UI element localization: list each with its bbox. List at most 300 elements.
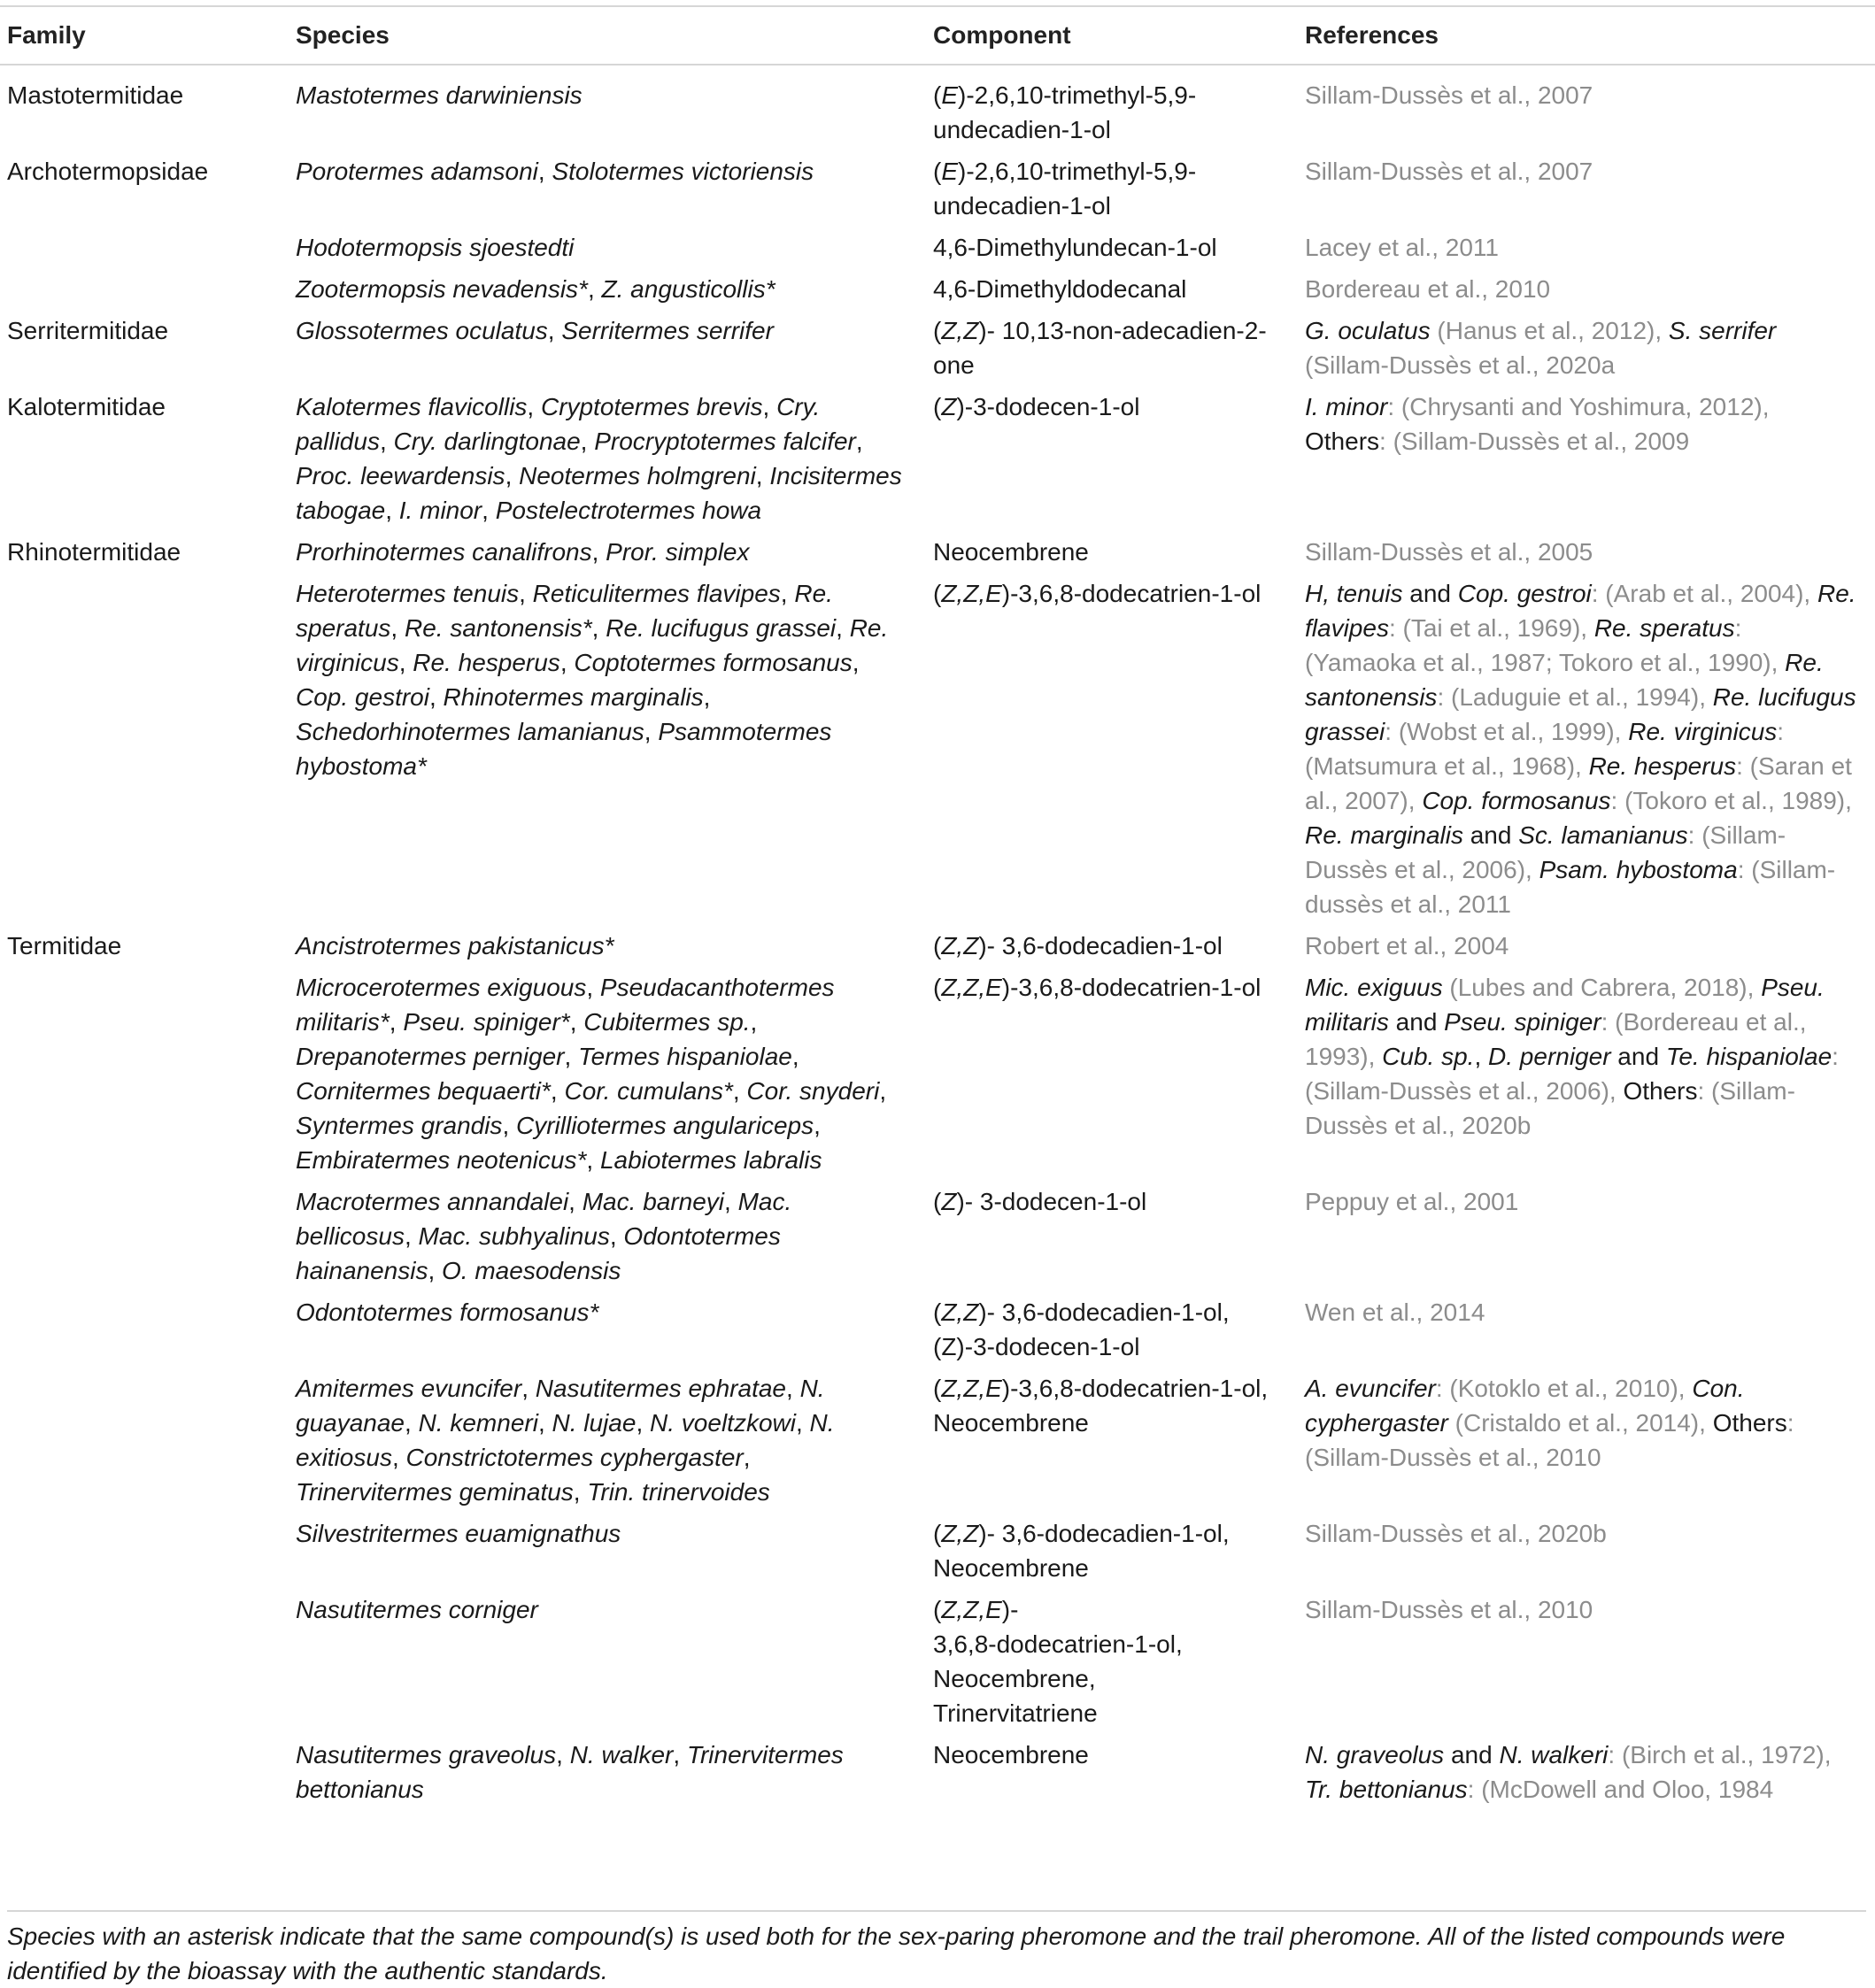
text-run: , bbox=[527, 393, 541, 420]
text-run: Microcerotermes exiguous bbox=[296, 974, 587, 1001]
text-run: Z,Z,E bbox=[941, 1596, 1002, 1623]
text-run: Neocembrene bbox=[933, 1741, 1089, 1768]
references-cell bbox=[1298, 150, 1875, 227]
species-cell bbox=[289, 268, 926, 310]
text-run: , bbox=[879, 1077, 887, 1105]
text-run: , bbox=[537, 1409, 552, 1437]
text-run: Reticulitermes flavipes bbox=[532, 580, 781, 607]
text-run: ( bbox=[933, 81, 942, 109]
text-run: : (Tokoro et al., 1989), bbox=[1610, 787, 1852, 814]
text-run: Embiratermes neotenicus* bbox=[296, 1146, 587, 1174]
text-run: Constrictotermes cyphergaster bbox=[405, 1444, 744, 1471]
text-run: E bbox=[941, 81, 959, 109]
family-cell: Archotermopsidae bbox=[7, 158, 209, 185]
text-run: Nasutitermes graveolus bbox=[296, 1741, 557, 1768]
text-run: Z,Z,E bbox=[941, 580, 1002, 607]
text-run: Stolotermes victoriensis bbox=[552, 158, 814, 185]
text-run: , bbox=[755, 462, 770, 489]
table-row bbox=[0, 967, 1875, 1181]
text-run: , bbox=[1474, 1043, 1489, 1070]
species-cell bbox=[289, 1513, 926, 1589]
component-cell bbox=[926, 967, 1298, 1181]
text-run: Cop. formosanus bbox=[1422, 787, 1611, 814]
text-run: Trinervitermes geminatus bbox=[296, 1478, 574, 1506]
text-run: , bbox=[852, 649, 860, 676]
text-run: Cop. gestroi bbox=[1457, 580, 1592, 607]
text-run: Z,Z bbox=[941, 1520, 979, 1547]
text-run: Neotermes holmgreni bbox=[519, 462, 756, 489]
text-run: Peppuy et al., 2001 bbox=[1305, 1188, 1519, 1215]
text-run: (Cristaldo et al., 2014), bbox=[1447, 1409, 1713, 1437]
text-run: : (Sillam-dussès et al., 2011 bbox=[1305, 856, 1836, 918]
text-run: , bbox=[724, 1188, 738, 1215]
text-run: , bbox=[591, 538, 606, 566]
text-run: Sc. lamanianus bbox=[1518, 821, 1688, 849]
text-run: , bbox=[547, 317, 562, 344]
text-run: : (McDowell and Oloo, 1984 bbox=[1467, 1776, 1774, 1803]
text-run: Pseu. militaris bbox=[1305, 974, 1825, 1036]
text-run: , bbox=[428, 1257, 443, 1284]
table-row bbox=[0, 1291, 1875, 1368]
text-run: , bbox=[644, 718, 659, 745]
text-run: ( bbox=[933, 1188, 942, 1215]
text-run: and bbox=[1462, 821, 1519, 849]
species-cell bbox=[289, 227, 926, 268]
references-cell bbox=[1298, 573, 1875, 925]
component-cell bbox=[926, 531, 1298, 573]
text-run: Kalotermes flavicollis bbox=[296, 393, 528, 420]
text-run: ( bbox=[933, 974, 942, 1001]
text-run: ( bbox=[933, 1298, 942, 1326]
family-cell bbox=[0, 227, 289, 268]
species-cell bbox=[289, 967, 926, 1181]
text-run: and bbox=[1402, 580, 1458, 607]
text-run: Z,Z bbox=[941, 932, 979, 959]
text-run: , bbox=[568, 1188, 583, 1215]
table-row bbox=[0, 310, 1875, 386]
text-run: ( bbox=[933, 317, 942, 344]
text-run: Schedorhinotermes lamanianus bbox=[296, 718, 644, 745]
table-row bbox=[0, 1589, 1875, 1734]
table-row bbox=[0, 65, 1875, 150]
text-run: G. oculatus bbox=[1305, 317, 1431, 344]
text-run: S. serrifer bbox=[1668, 317, 1777, 344]
text-run: Rhinotermes marginalis bbox=[443, 683, 704, 711]
text-run: N. walker bbox=[569, 1741, 674, 1768]
text-run: )-3,6,8-dodecatrien-1-ol, bbox=[1001, 1375, 1269, 1402]
text-run: Labiotermes labralis bbox=[599, 1146, 822, 1174]
text-run: , bbox=[398, 649, 413, 676]
text-run: )-3,6,8-dodecatrien-1-ol bbox=[1001, 974, 1262, 1001]
text-run: 4,6-Dimethylundecan-1-ol bbox=[933, 234, 1217, 261]
references-cell bbox=[1298, 1513, 1875, 1589]
text-run: Heterotermes tenuis bbox=[296, 580, 520, 607]
text-run: Trin. trinervoides bbox=[587, 1478, 770, 1506]
references-cell bbox=[1298, 268, 1875, 310]
text-run: Incisitermes tabogae bbox=[296, 462, 902, 524]
text-run: , bbox=[559, 649, 575, 676]
text-run: , bbox=[573, 1478, 588, 1506]
text-run: : (Tai et al., 1969), bbox=[1388, 614, 1594, 642]
text-run: Robert et al., 2004 bbox=[1305, 932, 1509, 959]
family-cell: Termitidae bbox=[7, 932, 122, 959]
text-run: Cor. cumulans* bbox=[564, 1077, 733, 1105]
text-run: Prorhinotermes canalifrons bbox=[296, 538, 592, 566]
text-run: Re. speratus bbox=[1593, 614, 1735, 642]
component-cell bbox=[926, 310, 1298, 386]
text-run: ( bbox=[933, 1375, 942, 1402]
text-run: A. evuncifer bbox=[1305, 1375, 1436, 1402]
text-run: Neocembrene bbox=[933, 1554, 1089, 1582]
text-run: , bbox=[428, 683, 444, 711]
table-header bbox=[0, 6, 1875, 65]
text-run: )- 10,13-non-adecadien-2-one bbox=[933, 317, 1267, 379]
text-run: Silvestritermes euamignathus bbox=[296, 1520, 621, 1547]
table-row bbox=[0, 150, 1875, 227]
references-cell bbox=[1298, 227, 1875, 268]
text-run: Pseudacanthotermes militaris* bbox=[296, 974, 835, 1036]
text-run: Re. virginicus bbox=[296, 614, 889, 676]
text-run: Pror. simplex bbox=[606, 538, 750, 566]
text-run: )-3-dodecen-1-ol bbox=[956, 393, 1140, 420]
component-cell bbox=[926, 1181, 1298, 1291]
text-run: E bbox=[941, 158, 959, 185]
text-run: Cor. snyderi bbox=[746, 1077, 880, 1105]
text-run: : (Matsumura et al., 1968), bbox=[1305, 718, 1785, 780]
text-run: Psam. hybostoma bbox=[1539, 856, 1738, 883]
text-run: Re. santonensis* bbox=[404, 614, 592, 642]
text-run: Amitermes evuncifer bbox=[296, 1375, 522, 1402]
text-run: N. graveolus bbox=[1305, 1741, 1445, 1768]
text-run: Cry. pallidus bbox=[296, 393, 821, 455]
family-cell bbox=[0, 1734, 289, 1815]
text-run: , bbox=[556, 1741, 570, 1768]
text-run: Odontotermes formosanus* bbox=[296, 1298, 599, 1326]
text-run: )-2,6,10-trimethyl-5,9-undecadien-1-ol bbox=[933, 158, 1197, 220]
text-run: Neocembrene bbox=[933, 1409, 1089, 1437]
text-run: Z,Z bbox=[941, 1298, 979, 1326]
text-run: N. kemneri bbox=[418, 1409, 538, 1437]
text-run: )-3,6,8-dodecatrien-1-ol bbox=[1001, 580, 1262, 607]
text-run: I. minor bbox=[398, 497, 482, 524]
text-run: Trinervitatriene bbox=[933, 1699, 1098, 1727]
references-cell bbox=[1298, 310, 1875, 386]
text-run: : (Bordereau et al., 1993), bbox=[1305, 1008, 1807, 1070]
text-run: Z,Z bbox=[941, 317, 979, 344]
references-cell bbox=[1298, 967, 1875, 1181]
text-run: Z,Z,E bbox=[941, 974, 1002, 1001]
text-run: (Hanus et al., 2012), bbox=[1430, 317, 1669, 344]
text-run: Sillam-Dussès et al., 2005 bbox=[1305, 538, 1593, 566]
text-run: , bbox=[609, 1222, 624, 1250]
text-run: N. lujae bbox=[552, 1409, 637, 1437]
text-run: : (Wobst et al., 1999), bbox=[1385, 718, 1629, 745]
text-run: : (Sillam-Dussès et al., 2006), bbox=[1305, 821, 1786, 883]
text-run: Cornitermes bequaerti* bbox=[296, 1077, 551, 1105]
component-cell bbox=[926, 268, 1298, 310]
text-run: N. exitiosus bbox=[296, 1409, 835, 1471]
component-cell bbox=[926, 925, 1298, 967]
family-cell bbox=[0, 967, 289, 1181]
text-run: 3,6,8-dodecatrien-1-ol, bbox=[933, 1630, 1183, 1658]
text-run: Re. santonensis bbox=[1305, 649, 1824, 711]
text-run: Z,Z,E bbox=[941, 1375, 1002, 1402]
text-run: and bbox=[1388, 1008, 1445, 1036]
table-row bbox=[0, 925, 1875, 967]
text-run: H, tenuis bbox=[1305, 580, 1403, 607]
text-run: , bbox=[502, 1112, 516, 1139]
text-run: : (Kotoklo et al., 2010), bbox=[1435, 1375, 1693, 1402]
text-run: Re. hesperus bbox=[1588, 752, 1737, 780]
table-row bbox=[0, 386, 1875, 531]
component-cell bbox=[926, 65, 1298, 150]
text-run: , bbox=[780, 580, 795, 607]
text-run: ( bbox=[933, 158, 942, 185]
species-cell bbox=[289, 150, 926, 227]
component-cell bbox=[926, 1368, 1298, 1513]
family-cell: Mastotermitidae bbox=[7, 81, 184, 109]
references-cell bbox=[1298, 531, 1875, 573]
text-run: Cub. sp. bbox=[1382, 1043, 1475, 1070]
species-cell bbox=[289, 310, 926, 386]
text-run: Cyrilliotermes angulariceps bbox=[516, 1112, 814, 1139]
text-run: Cop. gestroi bbox=[296, 683, 429, 711]
species-cell bbox=[289, 925, 926, 967]
text-run: , bbox=[569, 1008, 584, 1036]
text-run: Re. flavipes bbox=[1305, 580, 1856, 642]
component-cell bbox=[926, 1291, 1298, 1368]
text-run: , bbox=[762, 393, 777, 420]
text-run: Proc. leewardensis bbox=[296, 462, 505, 489]
text-run: : (Saran et al., 2007), bbox=[1305, 752, 1852, 814]
text-run: , bbox=[673, 1741, 687, 1768]
component-cell bbox=[926, 573, 1298, 925]
text-run: Tr. bettonianus bbox=[1305, 1776, 1468, 1803]
text-run: Re. virginicus bbox=[1628, 718, 1778, 745]
text-run: Lacey et al., 2011 bbox=[1305, 234, 1499, 261]
text-run: Mac. barneyi bbox=[582, 1188, 725, 1215]
component-cell bbox=[926, 1513, 1298, 1589]
text-run: Pseu. spiniger* bbox=[403, 1008, 570, 1036]
species-cell bbox=[289, 1589, 926, 1734]
text-run: , bbox=[836, 614, 850, 642]
text-run: Others bbox=[1305, 428, 1380, 455]
text-run: Zootermopsis nevadensis* bbox=[296, 275, 588, 303]
text-run: , bbox=[564, 1043, 579, 1070]
header-species: Species bbox=[289, 6, 926, 65]
text-run: Sillam-Dussès et al., 2020b bbox=[1305, 1520, 1607, 1547]
text-run: , bbox=[390, 614, 405, 642]
text-run: , bbox=[586, 1146, 600, 1174]
text-run: Nasutitermes ephratae bbox=[535, 1375, 787, 1402]
table-row bbox=[0, 1181, 1875, 1291]
text-run: Macrotermes annandalei bbox=[296, 1188, 569, 1215]
references-cell bbox=[1298, 386, 1875, 531]
text-run: , bbox=[587, 275, 602, 303]
table-row bbox=[0, 227, 1875, 268]
text-run: Neocembrene, bbox=[933, 1665, 1096, 1692]
references-cell bbox=[1298, 1734, 1875, 1815]
references-cell bbox=[1298, 925, 1875, 967]
references-cell bbox=[1298, 1589, 1875, 1734]
text-run: Procryptotermes falcifer bbox=[594, 428, 856, 455]
family-cell bbox=[0, 1368, 289, 1513]
text-run: Hodotermopsis sjoestedti bbox=[296, 234, 575, 261]
text-run: Z. angusticollis* bbox=[601, 275, 775, 303]
text-run: , bbox=[405, 1409, 419, 1437]
text-run: , bbox=[795, 1409, 810, 1437]
family-cell: Serritermitidae bbox=[7, 317, 169, 344]
text-run: Re. speratus bbox=[296, 580, 833, 642]
text-run: : (Yamaoka et al., 1987; Tokoro et al., 1990), bbox=[1305, 614, 1786, 676]
species-cell bbox=[289, 1368, 926, 1513]
component-cell bbox=[926, 1734, 1298, 1815]
text-run: Sillam-Dussès et al., 2010 bbox=[1305, 1596, 1593, 1623]
text-run: N. guayanae bbox=[296, 1375, 825, 1437]
text-run: Coptotermes formosanus bbox=[574, 649, 853, 676]
text-run: )- 3,6-dodecadien-1-ol bbox=[978, 932, 1223, 959]
text-run: , bbox=[580, 428, 595, 455]
text-run: Mastotermes darwiniensis bbox=[296, 81, 583, 109]
family-cell bbox=[0, 1291, 289, 1368]
text-run: , bbox=[786, 1375, 800, 1402]
text-run: Z bbox=[941, 393, 957, 420]
text-run: Glossotermes oculatus bbox=[296, 317, 548, 344]
text-run: Cubitermes sp. bbox=[583, 1008, 751, 1036]
text-run: : (Laduguie et al., 1994), bbox=[1437, 683, 1713, 711]
text-run: )- 3-dodecen-1-ol bbox=[956, 1188, 1147, 1215]
text-run: : (Birch et al., 1972), bbox=[1608, 1741, 1832, 1768]
text-run: 4,6-Dimethyldodecanal bbox=[933, 275, 1187, 303]
text-run: Bordereau et al., 2010 bbox=[1305, 275, 1551, 303]
text-run: Odontotermes hainanensis bbox=[296, 1222, 781, 1284]
text-run: Psammotermes hybostoma* bbox=[296, 718, 832, 780]
header-component: Component bbox=[926, 6, 1298, 65]
text-run: Neocembrene bbox=[933, 538, 1089, 566]
text-run: Syntermes grandis bbox=[296, 1112, 503, 1139]
text-run: Nasutitermes corniger bbox=[296, 1596, 538, 1623]
text-run: , bbox=[379, 428, 394, 455]
text-run: , bbox=[505, 462, 520, 489]
table-row bbox=[0, 1734, 1875, 1815]
family-cell bbox=[0, 1589, 289, 1734]
text-run: (Lubes and Cabrera, 2018), bbox=[1442, 974, 1762, 1001]
text-run: , bbox=[814, 1112, 821, 1139]
text-run: , bbox=[591, 614, 606, 642]
references-cell bbox=[1298, 1181, 1875, 1291]
family-cell bbox=[0, 573, 289, 925]
text-run: )- 3,6-dodecadien-1-ol, bbox=[978, 1520, 1230, 1547]
table-row bbox=[0, 1368, 1875, 1513]
text-run: , bbox=[743, 1444, 751, 1471]
text-run: Ancistrotermes pakistanicus* bbox=[296, 932, 614, 959]
family-cell bbox=[0, 1513, 289, 1589]
text-run: Re. marginalis bbox=[1305, 821, 1463, 849]
component-cell bbox=[926, 1589, 1298, 1734]
text-run: : (Arab et al., 2004), bbox=[1591, 580, 1817, 607]
text-run: Mic. exiguus bbox=[1305, 974, 1443, 1001]
text-run: Postelectrotermes howa bbox=[495, 497, 762, 524]
text-run: Porotermes adamsoni bbox=[296, 158, 538, 185]
text-run: ( bbox=[933, 932, 942, 959]
component-cell bbox=[926, 150, 1298, 227]
text-run: Termes hispaniolae bbox=[578, 1043, 792, 1070]
table-footnote: Species with an asterisk indicate that the same compound(s) is used both for the sex-paring pheromone and the trail pheromone. All of the listed compounds were identified by the bioassay with the authentic standards. bbox=[7, 1910, 1866, 1988]
text-run: )-2,6,10-trimethyl-5,9-undecadien-1-ol bbox=[933, 81, 1197, 143]
text-run: , bbox=[791, 1043, 799, 1070]
text-run: , bbox=[391, 1444, 406, 1471]
text-run: Re. lucifugus grassei bbox=[1305, 683, 1856, 745]
text-run: , bbox=[385, 497, 399, 524]
component-cell bbox=[926, 227, 1298, 268]
text-run: ( bbox=[933, 1520, 942, 1547]
text-run: Wen et al., 2014 bbox=[1305, 1298, 1485, 1326]
text-run: O. maesodensis bbox=[442, 1257, 621, 1284]
text-run: Cryptotermes brevis bbox=[540, 393, 763, 420]
species-cell bbox=[289, 573, 926, 925]
text-run: and bbox=[1610, 1043, 1666, 1070]
species-cell bbox=[289, 65, 926, 150]
text-run: Trinervitermes bettonianus bbox=[296, 1741, 844, 1803]
family-cell: Rhinotermitidae bbox=[7, 538, 181, 566]
text-run: Re. lucifugus grassei bbox=[606, 614, 837, 642]
species-cell bbox=[289, 1291, 926, 1368]
text-run: Others bbox=[1712, 1409, 1787, 1437]
text-run: , bbox=[636, 1409, 651, 1437]
text-run: ( bbox=[933, 1596, 942, 1623]
header-row bbox=[0, 6, 1875, 65]
text-run: )- bbox=[1001, 1596, 1019, 1623]
text-run: Drepanotermes perniger bbox=[296, 1043, 565, 1070]
text-run: , bbox=[703, 683, 711, 711]
text-run: Re. hesperus bbox=[413, 649, 560, 676]
table-row bbox=[0, 1513, 1875, 1589]
table-body bbox=[0, 65, 1875, 1815]
text-run: , bbox=[521, 1375, 536, 1402]
text-run: , bbox=[750, 1008, 758, 1036]
text-run: Cry. darlingtonae bbox=[393, 428, 581, 455]
header-family: Family bbox=[0, 6, 289, 65]
text-run: Pseu. spiniger bbox=[1444, 1008, 1601, 1036]
species-cell bbox=[289, 531, 926, 573]
pheromone-table bbox=[0, 5, 1875, 1815]
table-row bbox=[0, 531, 1875, 573]
species-cell bbox=[289, 1734, 926, 1815]
text-run: N. voeltzkowi bbox=[650, 1409, 796, 1437]
text-run: , bbox=[537, 158, 552, 185]
text-run: Te. hispaniolae bbox=[1665, 1043, 1833, 1070]
family-cell bbox=[0, 1181, 289, 1291]
text-run: , bbox=[389, 1008, 404, 1036]
text-run: Serritermes serrifer bbox=[561, 317, 774, 344]
text-run: Mac. subhyalinus bbox=[418, 1222, 610, 1250]
text-run: , bbox=[732, 1077, 747, 1105]
text-run: Mac. bellicosus bbox=[296, 1188, 792, 1250]
family-cell: Kalotermitidae bbox=[7, 393, 166, 420]
component-cell bbox=[926, 386, 1298, 531]
text-run: , bbox=[550, 1077, 565, 1105]
text-run: : (Sillam-Dussès et al., 2020b bbox=[1305, 1077, 1795, 1139]
text-run: : (Sillam-Dussès et al., 2006), bbox=[1305, 1043, 1839, 1105]
species-cell bbox=[289, 386, 926, 531]
references-cell bbox=[1298, 1291, 1875, 1368]
table-row bbox=[0, 573, 1875, 925]
text-run: Sillam-Dussès et al., 2007 bbox=[1305, 81, 1593, 109]
pheromone-table-container bbox=[0, 5, 1875, 1815]
header-references: References bbox=[1298, 6, 1875, 65]
species-cell bbox=[289, 1181, 926, 1291]
text-run: Sillam-Dussès et al., 2007 bbox=[1305, 158, 1593, 185]
